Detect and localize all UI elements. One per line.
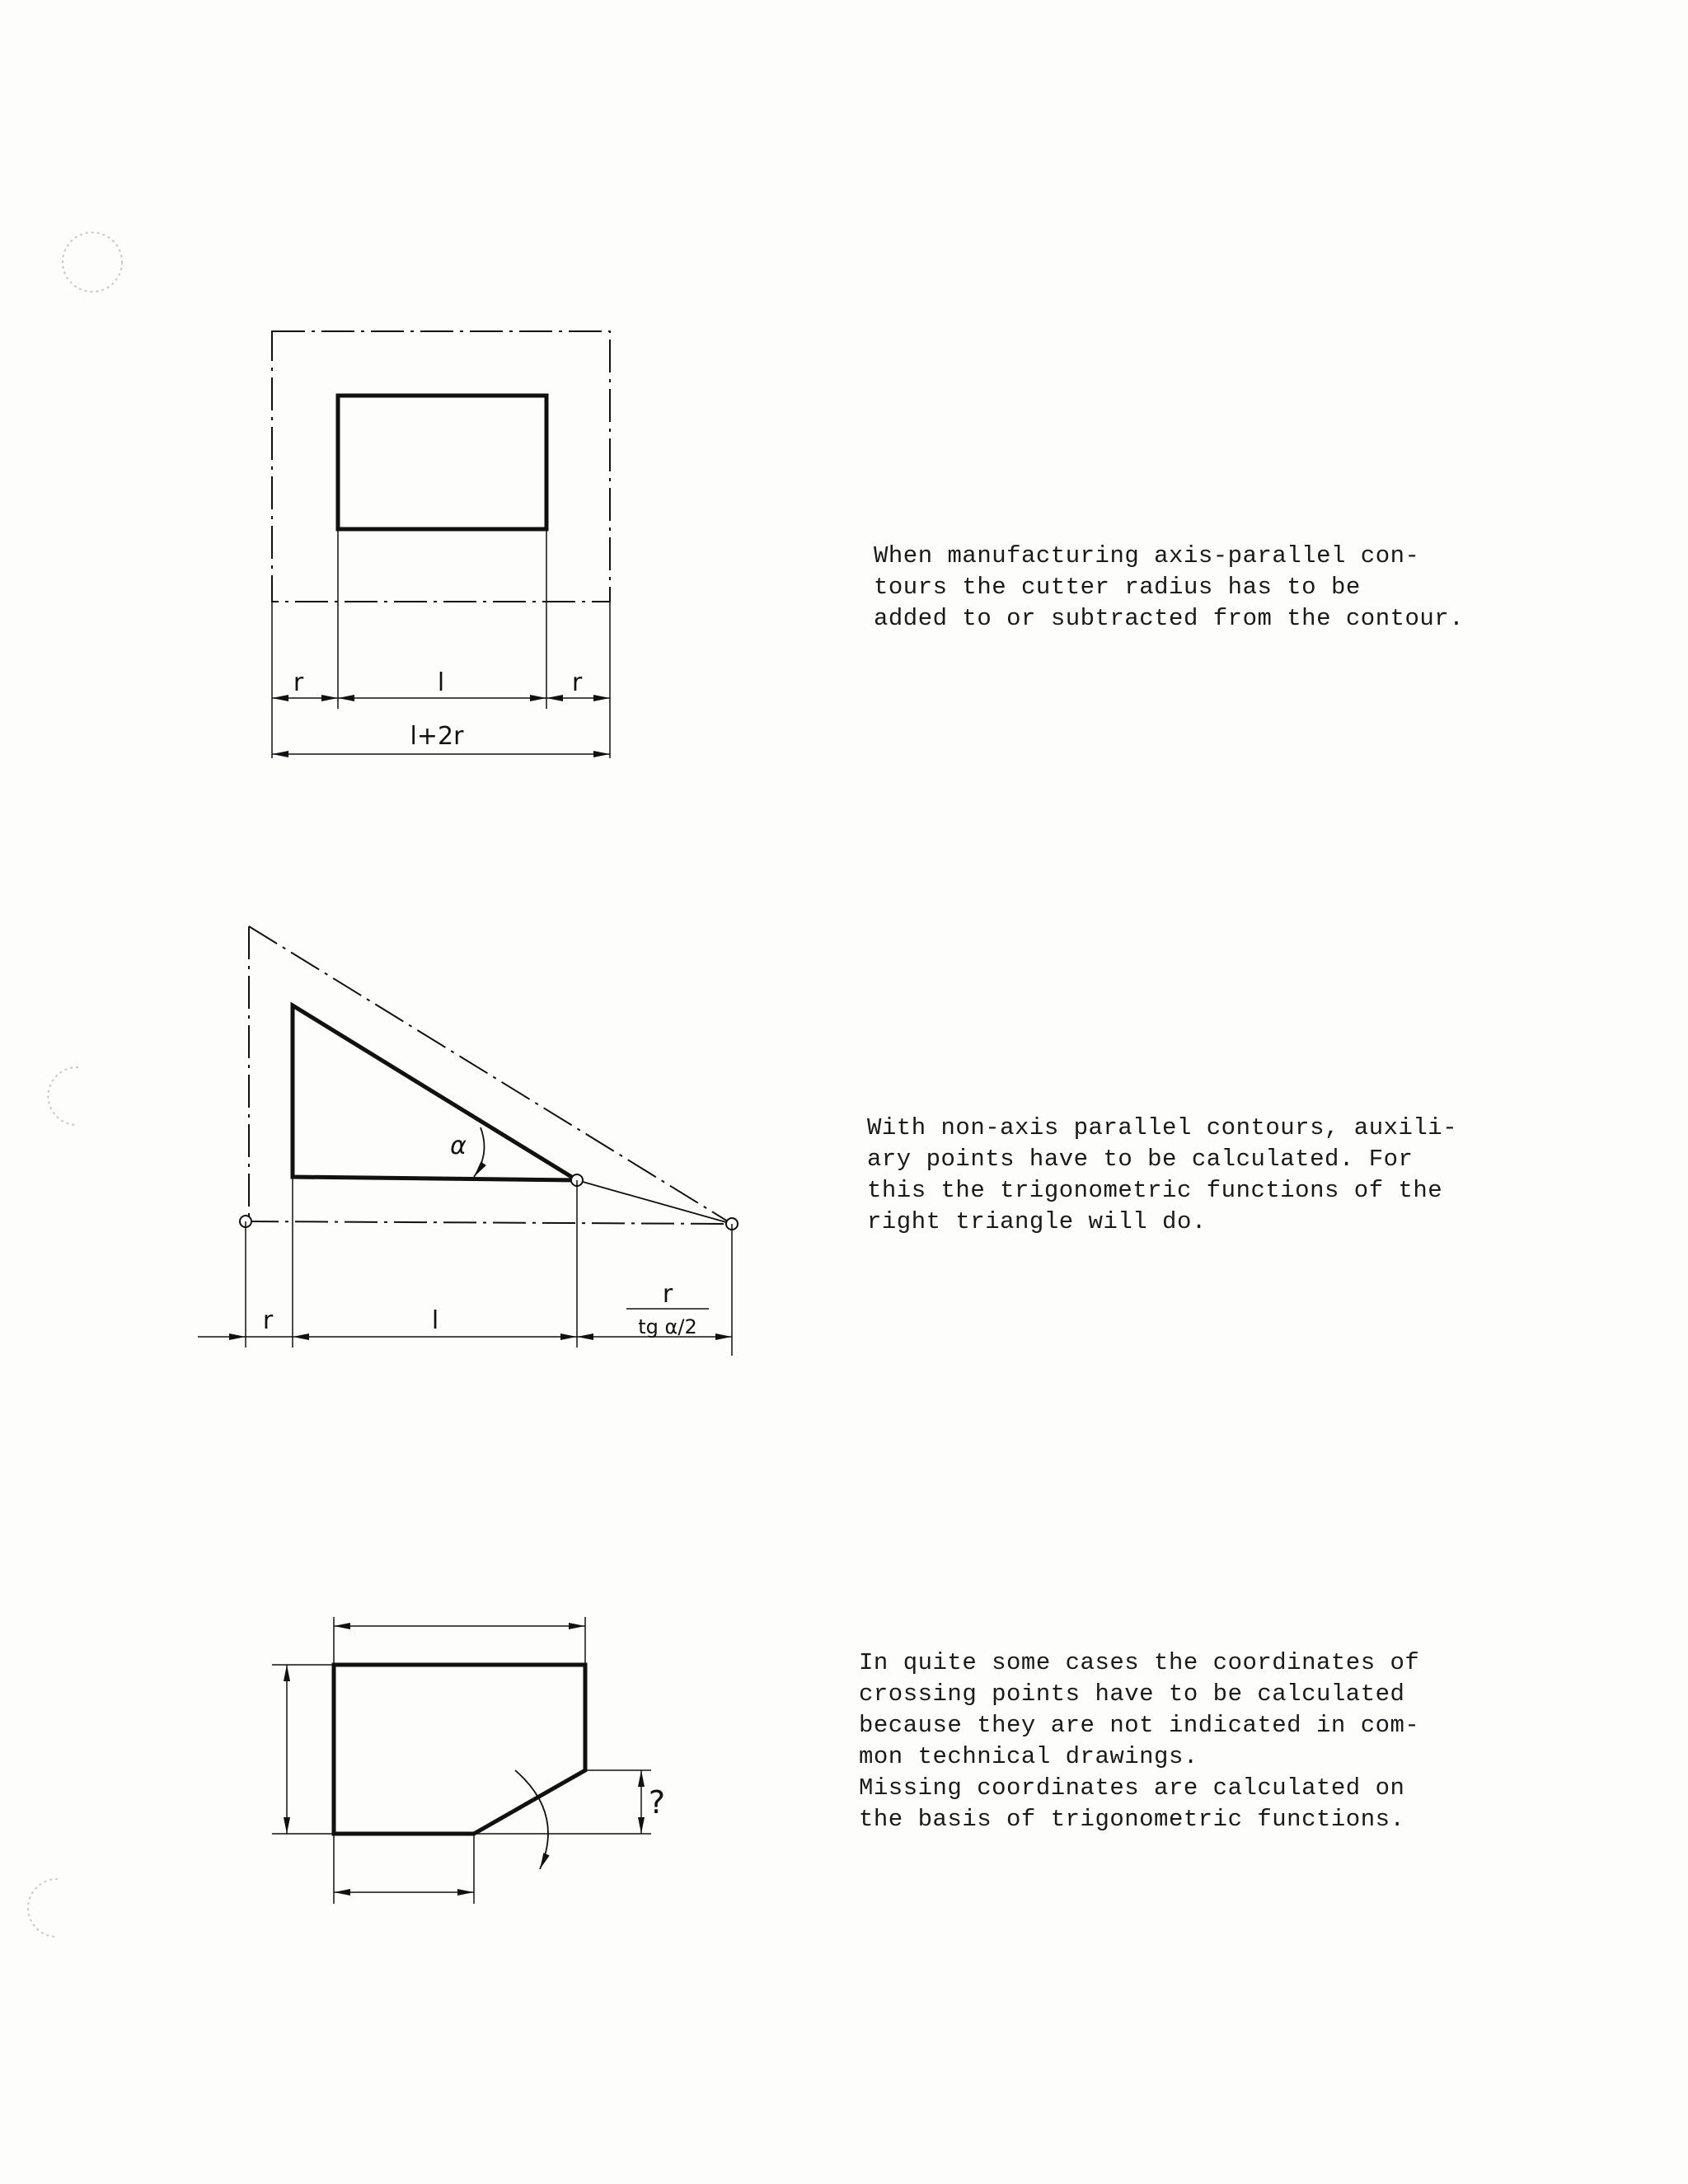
label-alpha: α [450,1132,467,1160]
text-line: right triangle will do. [867,1208,1207,1235]
text-line: the basis of trigonometric functions. [859,1806,1405,1833]
angle-arc-chamfer [515,1770,548,1869]
label-total: l+2r [410,722,464,751]
label-fraction-denominator: tg α/2 [638,1315,697,1338]
angle-arc [474,1127,485,1177]
contour-rectangle [338,396,546,529]
label-r-right: r [571,668,583,697]
label-l-2: l [431,1306,439,1335]
label-l: l [437,668,445,697]
text-line: added to or subtracted from the contour. [874,605,1465,632]
text-line: tours the cutter radius has to be [874,574,1361,601]
contour-chamfered [334,1665,585,1834]
figure-crossing-points [272,1617,651,1904]
label-r-2: r [262,1306,274,1335]
figure-non-axis-parallel-contour [198,926,738,1356]
text-line: Missing coordinates are calculated on [859,1774,1405,1802]
text-line: because they are not indicated in com- [859,1712,1420,1739]
text-line: this the trigonometric functions of the [867,1177,1443,1204]
text-line: With non-axis parallel contours, auxili- [867,1114,1458,1141]
paragraph-crossing-points [859,1647,1419,1835]
figure-1-labels [293,668,583,751]
text-line: ary points have to be calculated. For [867,1146,1414,1173]
cutter-path-outline [272,331,610,602]
label-fraction-numerator: r [662,1280,673,1309]
paragraph-non-axis-parallel [867,1113,1457,1238]
text-line: When manufacturing axis-parallel con- [874,542,1420,569]
contour-triangle [293,1005,577,1180]
label-r-left: r [293,668,304,697]
paragraph-axis-parallel [874,541,1464,635]
text-line: In quite some cases the coordinates of [859,1649,1420,1676]
figure-3-labels [649,1784,665,1821]
text-line: mon technical drawings. [859,1743,1198,1770]
label-question: ? [648,1784,666,1821]
text-line: crossing points have to be calculated [859,1680,1405,1708]
punch-hole-marks [28,232,122,1937]
